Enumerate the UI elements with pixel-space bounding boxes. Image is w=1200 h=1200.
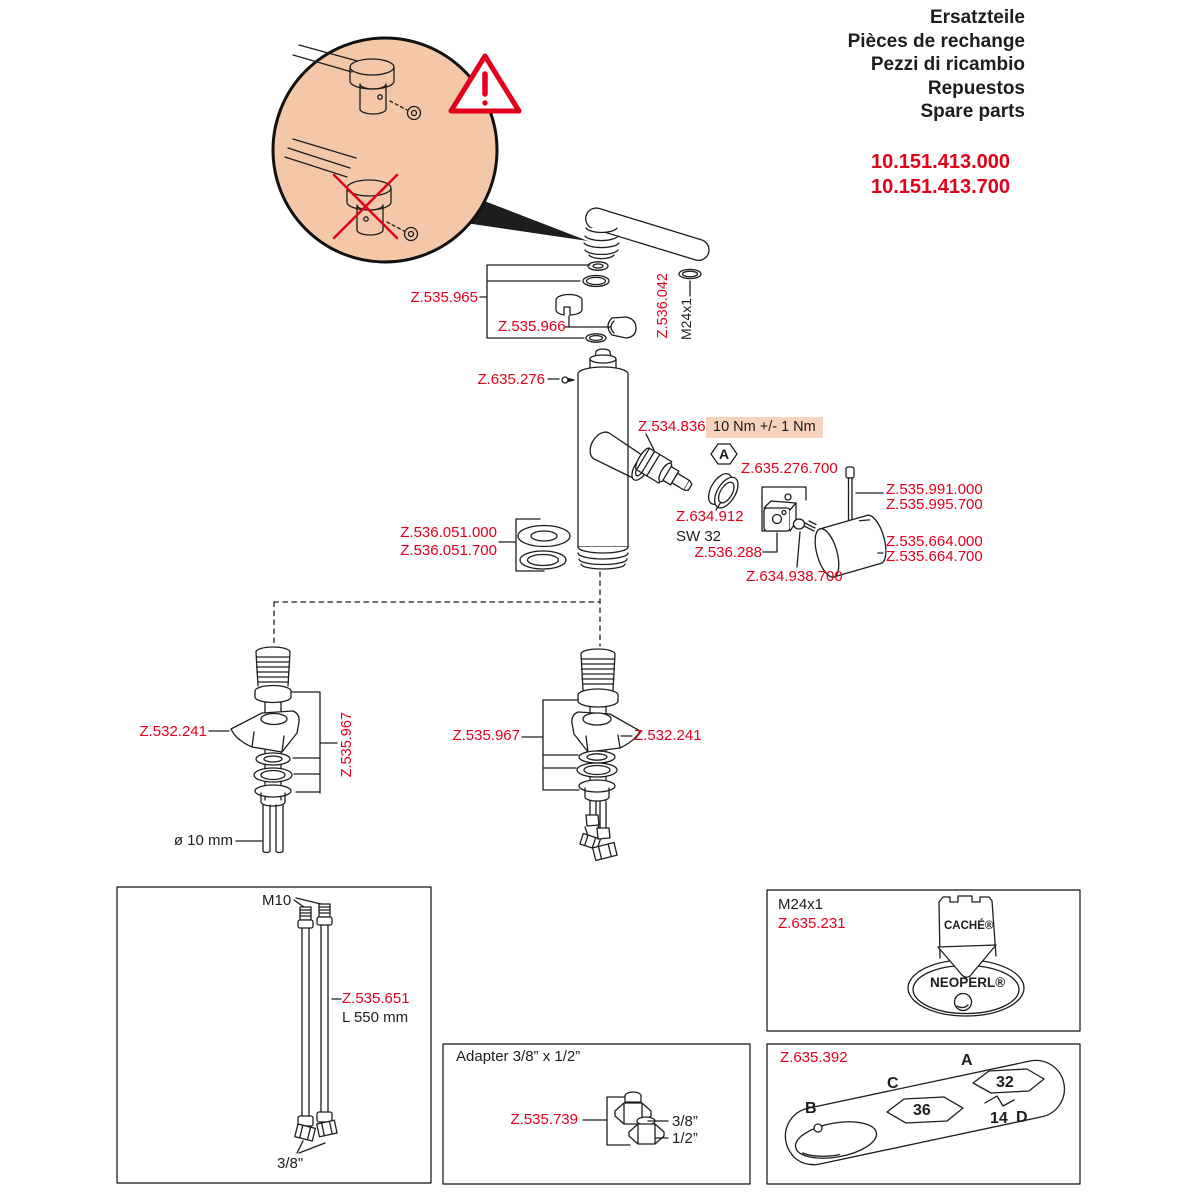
wrench-size-c: 36 — [913, 1102, 931, 1119]
title-block — [848, 6, 1025, 124]
label-key-thread: M24x1 — [778, 896, 824, 913]
part-label-lever-pin-black: Z.535.995.700 — [886, 496, 983, 513]
brand-cache: CACHÉ® — [944, 920, 994, 932]
leader-z535967-left — [292, 692, 337, 793]
title-fr: Pièces de rechange — [847, 30, 1025, 52]
part-label-wrench: Z.635.392 — [780, 1049, 848, 1066]
part-label-lever-chrome: Z.535.664.000 — [886, 533, 983, 550]
part-label-set-screw: Z.635.276 — [477, 371, 545, 388]
label-adapter-size-small: 3/8” — [672, 1113, 698, 1130]
wrench-size-d: 14 — [990, 1110, 1008, 1127]
set-screw-drawing — [548, 377, 574, 383]
part-label-cartridge-ring: Z.634.912 — [676, 508, 744, 525]
base-seal-drawing — [518, 526, 570, 570]
part-label-clamp-left: Z.532.241 — [139, 723, 207, 740]
wrench-pos-d: D — [1016, 1109, 1028, 1126]
part-label-block-screw: Z.634.938.700 — [746, 568, 843, 585]
part-label-clamp-center: Z.532.241 — [634, 727, 702, 744]
leader-z534836 — [646, 434, 654, 450]
left-assembly-drawing — [231, 647, 299, 853]
centerline — [274, 572, 600, 646]
part-label-lever-pin-chrome: Z.535.991.000 — [886, 481, 983, 498]
part-label-adapter-block: Z.536.288 — [694, 544, 762, 561]
part-label-spout-seal-set: Z.535.965 — [410, 289, 478, 306]
label-aerator-thread: M24x1 — [678, 298, 694, 341]
wrench-pos-b: B — [805, 1100, 817, 1117]
product-number: 10.151.413.700 — [870, 176, 1010, 198]
title-es: Repuestos — [927, 77, 1025, 99]
spout-drawing — [583, 205, 712, 263]
part-label-key: Z.635.231 — [778, 915, 846, 932]
leader-z634938700 — [797, 532, 800, 567]
part-label-base-seal-black: Z.536.051.700 — [400, 542, 497, 559]
torque-note: 10 Nm +/- 1 Nm — [706, 417, 823, 438]
part-label-adapter-screw-set: Z.635.276.700 — [741, 460, 838, 477]
part-label-lever-black: Z.535.664.700 — [886, 548, 983, 565]
detail-marker-a: A — [718, 446, 730, 462]
block-drawing — [764, 501, 796, 531]
adapter-box-title: Adapter 3/8” x 1/2” — [456, 1048, 581, 1065]
label-hose-length: L 550 mm — [342, 1009, 409, 1026]
label-adapter-size-big: 1/2” — [672, 1130, 698, 1147]
wrench-pos-a: A — [961, 1052, 973, 1069]
brand-neoperl: NEOPERL® — [930, 975, 1006, 990]
seal-set-drawing — [556, 262, 636, 342]
product-numbers — [871, 150, 1010, 200]
wrench-size-a: 32 — [996, 1074, 1014, 1091]
wrench-pos-c: C — [887, 1075, 899, 1092]
aerator-seal-drawing — [679, 269, 701, 296]
title-en: Spare parts — [920, 101, 1025, 122]
part-label-spout-bearing: Z.535.966 — [498, 318, 566, 335]
block-screw-drawing — [794, 519, 817, 531]
ring-nut-drawing — [704, 470, 743, 512]
leader-z535967-center — [522, 700, 579, 790]
part-label-hose: Z.535.651 — [342, 990, 410, 1007]
cartridge-drawing — [633, 446, 696, 498]
title-de: Ersatzteile — [929, 7, 1025, 28]
label-pipe-diameter: ø 10 mm — [173, 832, 233, 849]
part-label-cartridge: Z.534.836 — [638, 418, 706, 435]
part-label-fixing-set-center: Z.535.967 — [452, 727, 520, 744]
label-wrench-size: SW 32 — [676, 528, 722, 545]
leader-z536288 — [763, 533, 777, 552]
tiny-screw-drawing — [785, 494, 791, 500]
product-number: 10.151.413.000 — [870, 151, 1010, 173]
label-hose-connection: 3/8" — [277, 1155, 304, 1172]
center-assembly-drawing — [572, 649, 640, 860]
part-label-adapter: Z.535.739 — [510, 1111, 578, 1128]
part-label-fixing-set-left: Z.535.967 — [339, 712, 355, 778]
part-label-base-seal-chrome: Z.536.051.000 — [400, 524, 497, 541]
part-label-aerator-seal: Z.536.042 — [655, 273, 671, 339]
leader-z535966 — [565, 316, 610, 327]
title-it: Pezzi di ricambio — [870, 54, 1025, 75]
label-hose-thread: M10 — [262, 892, 292, 909]
